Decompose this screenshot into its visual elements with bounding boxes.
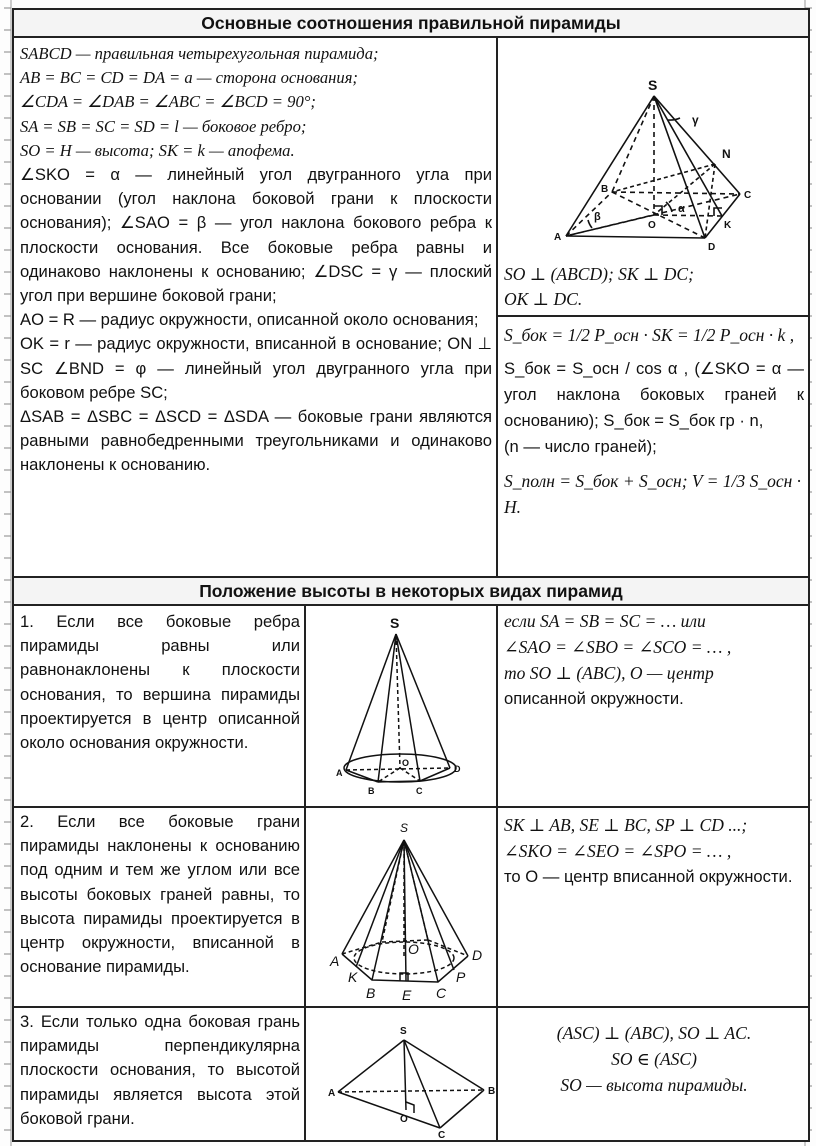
row-divider [14, 806, 808, 808]
condition-line: ∠SAO = ∠SBO = ∠SCO = … , [504, 637, 732, 657]
regular-pyramid-diagram [500, 40, 806, 265]
formulas-block [504, 322, 804, 520]
def-line: ∠SKO = α — линейный угол двугранного угла при основании (угол наклона боковой грани к плоскости основания); ∠SAO = β — угол наклона бокового ребра к плоскости основания. Все боковые ребра равны и одинаково наклонены к основанию; ∠DSC = γ — плоский угол при вершине боковой грани; [20, 165, 492, 306]
right-cell-divider [498, 315, 808, 317]
condition-line: то SO ⊥ (ABC), O — центр [504, 663, 714, 683]
column-divider [496, 606, 498, 1140]
def-line: AB = BC = CD = DA = a — сторона основания; [20, 68, 358, 88]
label-s: S [400, 1026, 407, 1037]
label-b: B [368, 786, 375, 796]
label-c: C [744, 190, 752, 201]
label-alpha: α [678, 203, 685, 215]
label-o: O [648, 220, 656, 231]
label-c: C [438, 1130, 446, 1141]
condition-line: (ASC) ⊥ (ABC), SO ⊥ AC. [556, 1023, 752, 1043]
left-margin-ruler [0, 0, 12, 1146]
label-a: A [554, 232, 562, 243]
label-k: K [724, 220, 732, 231]
label-beta: β [594, 211, 601, 223]
row2-text: 2. Если все боковые грани пирамиды наклонены к основанию под одним и тем же углом или все высоты боковых граней равны, то высота пирамиды проектируется в центр окружности, вписанной в основание пирамиды. [20, 812, 300, 977]
row2-condition [504, 812, 804, 890]
row1-condition [504, 608, 804, 712]
section-title-height-position: Положение высоты в некоторых видах пирамид [14, 578, 808, 606]
condition-line: ∠SKO = ∠SEO = ∠SPO = … , [504, 841, 732, 861]
label-a: A [330, 953, 340, 969]
row3-condition [504, 1020, 804, 1098]
label-b: B [488, 1086, 496, 1097]
label-d: D [708, 242, 716, 253]
row3-text: 3. Если только одна боковая грань пирамиды перпендикулярна плоскости основания, то высотой пирамиды является высота этой боковой грани. [20, 1012, 300, 1128]
def-line: ΔSAB = ΔSBC = ΔSCD = ΔSDA — боковые грани являются равными равнобедренными треугольниками и одинаково наклонены к основанию. [20, 407, 492, 475]
label-c: C [416, 786, 423, 796]
label-o: O [400, 1114, 408, 1125]
row2-polygonal-pyramid-figure [308, 810, 494, 1004]
def-line: ∠CDA = ∠DAB = ∠ABC = ∠BCD = 90°; [20, 92, 316, 112]
label-a: A [328, 1088, 336, 1099]
def-line: AO = R — радиус окружности, описанной около основания; [20, 310, 479, 330]
def-line: SABCD — правильная четырехугольная пирамида; [20, 44, 379, 63]
def-line: OK = r — радиус окружности, вписанной в основание; ON ⊥ SC ∠BND = φ — линейный угол двугранного угла при боковом ребре SC; [20, 334, 492, 402]
formula-lateral-area-cos: S_бок = S_осн / cos α , (∠SKO = α — угол наклона боковых граней к основанию); S_бок = S_бок гр · n, [504, 359, 804, 430]
label-n: N [722, 147, 731, 161]
diagram1-caption [504, 262, 804, 312]
label-s: S [400, 821, 409, 835]
label-p: P [456, 969, 466, 985]
def-line: SO = H — высота; SK = k — апофема. [20, 140, 295, 160]
condition-line: то O — центр вписанной окружности. [504, 867, 793, 886]
label-c: C [436, 985, 447, 1001]
def-line: SA = SB = SC = SD = l — боковое ребро; [20, 116, 307, 136]
label-b: B [601, 184, 609, 195]
condition-line: SO ∈ (ASC) [611, 1049, 697, 1069]
row1-text: 1. Если все боковые ребра пирамиды равны или равнонаклонены к плоскости основания, то вершина пирамиды проектируется в центр описанной около основания окружности. [20, 612, 300, 753]
formula-total-area-volume: S_полн = S_бок + S_осн; V = 1/3 S_осн · H. [504, 471, 802, 517]
label-b: B [366, 985, 376, 1001]
label-s: S [648, 77, 658, 93]
caption-line: SO ⊥ (ABCD); SK ⊥ DC; [504, 264, 694, 284]
caption-line: OK ⊥ DC. [504, 289, 583, 309]
column-divider [496, 38, 498, 578]
condition-line: SO — высота пирамиды. [560, 1075, 748, 1095]
label-e: E [402, 987, 412, 1003]
condition-line: описанной окружности. [504, 689, 684, 708]
condition-line: SK ⊥ AB, SE ⊥ BC, SP ⊥ CD ...; [504, 815, 748, 835]
label-d: D [454, 764, 461, 774]
label-d: D [472, 947, 483, 963]
row1-cone-pyramid-figure [308, 608, 494, 804]
label-o: O [402, 758, 410, 768]
column-divider [304, 606, 306, 1140]
definitions-block [20, 42, 492, 478]
row3-perpendicular-face-pyramid-figure [308, 1010, 494, 1140]
section-title-regular-pyramid: Основные соотношения правильной пирамиды [14, 10, 808, 38]
formula-lateral-area: S_бок = 1/2 P_осн · SK = 1/2 P_осн · k , [504, 325, 795, 345]
condition-line: если SA = SB = SC = … или [504, 611, 706, 631]
row-divider [14, 1006, 808, 1008]
label-s: S [390, 615, 400, 631]
label-k: K [348, 969, 358, 985]
formula-faces-note: (n — число граней); [504, 437, 657, 456]
label-gamma: γ [692, 113, 699, 127]
label-o: O [408, 941, 419, 957]
label-a: A [336, 768, 343, 778]
reference-table [12, 8, 810, 1142]
